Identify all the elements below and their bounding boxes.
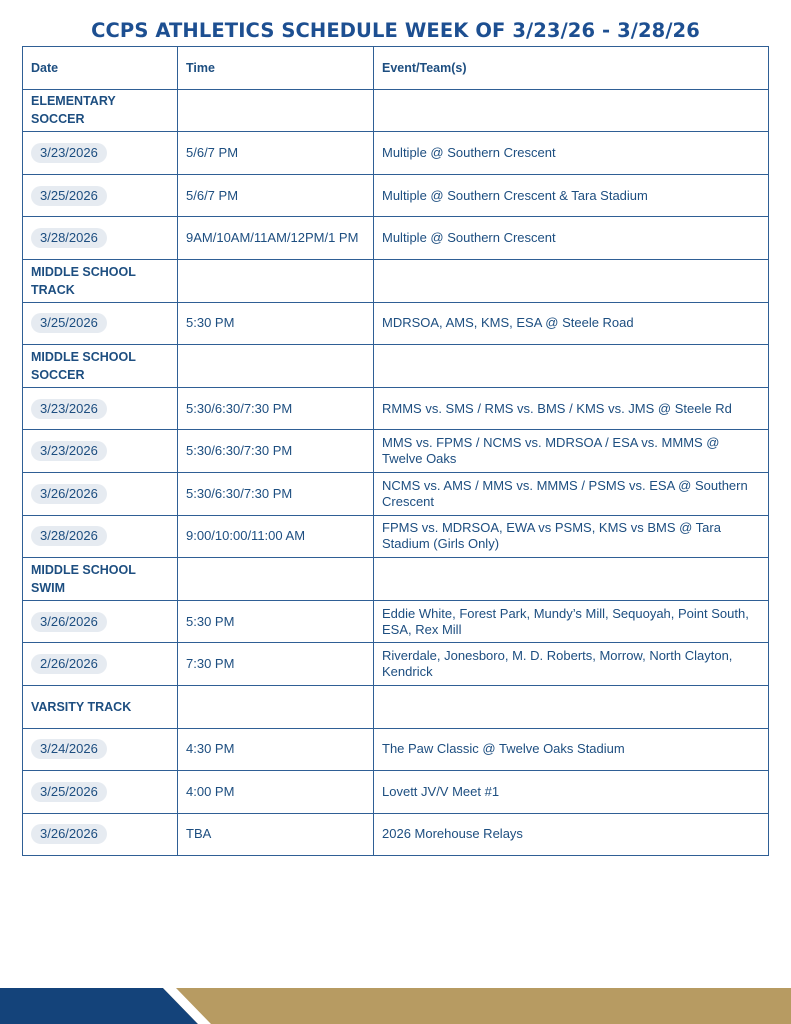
section-label: MIDDLE SCHOOL SWIM — [31, 562, 136, 595]
date-pill: 3/26/2026 — [31, 484, 107, 504]
time-column-header: Time — [178, 47, 374, 90]
date-pill: 3/23/2026 — [31, 441, 107, 461]
time-cell: 5:30/6:30/7:30 PM — [178, 387, 374, 430]
event-cell: FPMS vs. MDRSOA, EWA vs PSMS, KMS vs BMS @ Tara Stadium (Girls Only) — [374, 515, 769, 558]
empty-cell — [178, 89, 374, 132]
table-row — [23, 643, 769, 686]
time-cell: 5:30 PM — [178, 302, 374, 345]
date-cell — [23, 217, 178, 260]
time-cell: 4:00 PM — [178, 771, 374, 814]
table-row — [23, 302, 769, 345]
table-row — [23, 217, 769, 260]
table-row — [23, 600, 769, 643]
date-cell — [23, 643, 178, 686]
time-cell: 9:00/10:00/11:00 AM — [178, 515, 374, 558]
date-pill: 3/23/2026 — [31, 143, 107, 163]
empty-cell — [374, 685, 769, 728]
section-label-cell — [23, 558, 178, 601]
table-row — [23, 771, 769, 814]
date-cell — [23, 600, 178, 643]
event-cell: Lovett JV/V Meet #1 — [374, 771, 769, 814]
empty-cell — [374, 558, 769, 601]
empty-cell — [178, 345, 374, 388]
section-row — [23, 259, 769, 302]
section-label: ELEMENTARY SOCCER — [31, 94, 116, 127]
empty-cell — [374, 345, 769, 388]
time-cell: 5/6/7 PM — [178, 174, 374, 217]
section-row — [23, 345, 769, 388]
table-row — [23, 515, 769, 558]
empty-cell — [178, 558, 374, 601]
date-pill: 3/25/2026 — [31, 186, 107, 206]
table-row — [23, 813, 769, 856]
time-cell: 5:30/6:30/7:30 PM — [178, 430, 374, 473]
table-row — [23, 472, 769, 515]
section-label-cell — [23, 345, 178, 388]
empty-cell — [178, 259, 374, 302]
time-cell: 7:30 PM — [178, 643, 374, 686]
section-row — [23, 558, 769, 601]
date-pill: 3/25/2026 — [31, 782, 107, 802]
time-cell: TBA — [178, 813, 374, 856]
empty-cell — [178, 685, 374, 728]
empty-cell — [374, 259, 769, 302]
time-cell: 5/6/7 PM — [178, 132, 374, 175]
date-cell — [23, 387, 178, 430]
event-cell: NCMS vs. AMS / MMS vs. MMMS / PSMS vs. ESA @ Southern Crescent — [374, 472, 769, 515]
time-cell: 5:30 PM — [178, 600, 374, 643]
table-row — [23, 132, 769, 175]
date-cell — [23, 132, 178, 175]
empty-cell — [374, 89, 769, 132]
section-label: MIDDLE SCHOOL SOCCER — [31, 349, 136, 382]
table-row — [23, 430, 769, 473]
date-pill: 3/26/2026 — [31, 612, 107, 632]
date-cell — [23, 472, 178, 515]
table-row — [23, 728, 769, 771]
event-cell: Eddie White, Forest Park, Mundy’s Mill, Sequoyah, Point South, ESA, Rex Mill — [374, 600, 769, 643]
event-cell: Multiple @ Southern Crescent — [374, 217, 769, 260]
schedule-table — [22, 46, 769, 856]
table-row — [23, 174, 769, 217]
date-column-header: Date — [23, 47, 178, 90]
section-label-cell — [23, 89, 178, 132]
date-pill: 3/25/2026 — [31, 313, 107, 333]
event-cell: MMS vs. FPMS / NCMS vs. MDRSOA / ESA vs. MMMS @ Twelve Oaks — [374, 430, 769, 473]
event-cell: Multiple @ Southern Crescent & Tara Stadium — [374, 174, 769, 217]
date-pill: 3/26/2026 — [31, 824, 107, 844]
section-row — [23, 89, 769, 132]
header-row — [23, 47, 769, 90]
time-cell: 4:30 PM — [178, 728, 374, 771]
date-cell — [23, 728, 178, 771]
date-cell — [23, 771, 178, 814]
date-pill: 3/28/2026 — [31, 526, 107, 546]
date-cell — [23, 430, 178, 473]
event-cell: The Paw Classic @ Twelve Oaks Stadium — [374, 728, 769, 771]
date-pill: 3/28/2026 — [31, 228, 107, 248]
time-cell: 9AM/10AM/11AM/12PM/1 PM — [178, 217, 374, 260]
section-label-cell — [23, 259, 178, 302]
event-cell: MDRSOA, AMS, KMS, ESA @ Steele Road — [374, 302, 769, 345]
section-row — [23, 685, 769, 728]
schedule-body — [23, 89, 769, 856]
time-cell: 5:30/6:30/7:30 PM — [178, 472, 374, 515]
event-cell: 2026 Morehouse Relays — [374, 813, 769, 856]
event-cell: Riverdale, Jonesboro, M. D. Roberts, Morrow, North Clayton, Kendrick — [374, 643, 769, 686]
event-column-header: Event/Team(s) — [374, 47, 769, 90]
date-pill: 3/24/2026 — [31, 739, 107, 759]
section-label: VARSITY TRACK — [31, 699, 132, 714]
date-cell — [23, 515, 178, 558]
section-label-cell — [23, 685, 178, 728]
date-pill: 3/23/2026 — [31, 399, 107, 419]
date-cell — [23, 813, 178, 856]
date-pill: 2/26/2026 — [31, 654, 107, 674]
date-cell — [23, 174, 178, 217]
event-cell: Multiple @ Southern Crescent — [374, 132, 769, 175]
page-title: CCPS ATHLETICS SCHEDULE WEEK OF 3/23/26 - 3/28/26 — [91, 19, 700, 42]
date-cell — [23, 302, 178, 345]
section-label: MIDDLE SCHOOL TRACK — [31, 264, 136, 297]
event-cell: RMMS vs. SMS / RMS vs. BMS / KMS vs. JMS @ Steele Rd — [374, 387, 769, 430]
table-row — [23, 387, 769, 430]
